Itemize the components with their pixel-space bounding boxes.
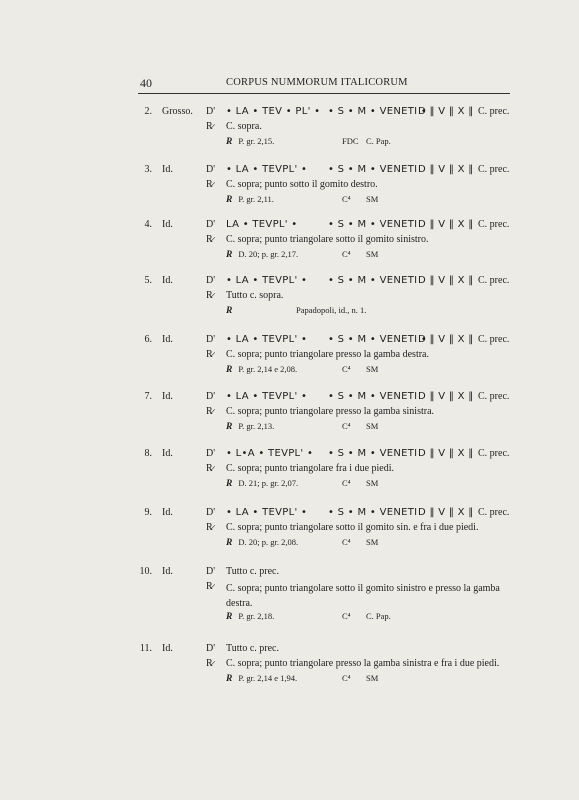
metal-symbol: R: [226, 195, 233, 205]
reverse-mark: R̷: [206, 121, 213, 132]
obverse-legend: [226, 391, 478, 402]
obverse-mark: D': [206, 507, 216, 518]
denomination: Id.: [162, 275, 173, 286]
obverse-mark: D': [206, 448, 216, 459]
weight-data: D. 20; p. gr. 2,17.: [238, 249, 299, 259]
condition-grade: FDC: [342, 136, 359, 146]
legend-part: • L•A • TEVPL' •: [226, 448, 314, 459]
weight-data: P. gr. 2,14 e 2,08.: [238, 364, 298, 374]
collection: SM: [366, 537, 379, 547]
legend-part: • LA • TEVPL' •: [226, 334, 308, 345]
legend-part: • S • M • VENETI •: [328, 334, 428, 345]
reverse-mark: R̷: [206, 179, 213, 190]
metal-symbol: R: [226, 365, 233, 375]
obverse-line: [226, 643, 279, 654]
obverse-mark: D': [206, 566, 216, 577]
metal-symbol: R: [226, 612, 233, 622]
condition-grade: C⁴: [342, 421, 351, 431]
collection: C. Pap.: [366, 136, 391, 146]
weight-data: D. 21; p. gr. 2,07.: [238, 478, 299, 488]
legend-part: • S • M • VENETI •: [328, 106, 428, 117]
catalogue-entry: [0, 507, 579, 550]
obverse-description: Tutto c. prec.: [226, 643, 279, 654]
obverse-mark: D': [206, 275, 216, 286]
reverse-description: C. sopra; punto triangolare sotto il gomito sinistro e presso la gamba destra.: [226, 583, 500, 609]
obverse-legend: [226, 507, 478, 518]
denomination: Id.: [162, 566, 173, 577]
condition-grade: C⁴: [342, 249, 351, 259]
entry-number: 9.: [144, 507, 152, 518]
reverse-mark: R̷: [206, 406, 213, 417]
catalogue-entry: [0, 334, 579, 377]
obverse-note: C. prec.: [478, 106, 510, 117]
entry-number: 5.: [144, 275, 152, 286]
obverse-note: C. prec.: [478, 391, 510, 402]
catalogue-entry: [0, 391, 579, 434]
catalogue-entry: [0, 448, 579, 491]
obverse-line: [226, 391, 509, 402]
running-title: CORPUS NUMMORUM ITALICORUM: [226, 77, 408, 88]
reference-line: [226, 421, 379, 432]
entry-number: 8.: [144, 448, 152, 459]
legend-part: • S • M • VENETI: [328, 164, 418, 175]
weight-data: D. 20; p. gr. 2,08.: [238, 537, 299, 547]
obverse-description: Tutto c. prec.: [226, 566, 279, 577]
legend-part: D ‖ V ‖ X ‖: [418, 448, 474, 459]
weight-data: P. gr. 2,11.: [238, 194, 274, 204]
reference-line: [226, 673, 379, 684]
collection: SM: [366, 673, 379, 683]
legend-part: • S • M • VENETI: [328, 275, 418, 286]
catalogue-entry: [0, 566, 579, 624]
page-number: 40: [140, 76, 152, 90]
collection: SM: [366, 249, 379, 259]
collection: SM: [366, 421, 379, 431]
denomination: Id.: [162, 507, 173, 518]
legend-part: D ‖ V ‖ X ‖: [418, 219, 474, 230]
reverse-mark: R̷: [206, 234, 213, 245]
reverse-description: C. sopra; punto triangolare fra i due piedi.: [226, 463, 395, 474]
condition-grade: C⁴: [342, 611, 351, 621]
reference-line: [226, 478, 379, 489]
entry-number: 7.: [144, 391, 152, 402]
denomination: Id.: [162, 334, 173, 345]
reference-line: [226, 364, 379, 375]
obverse-mark: D': [206, 643, 216, 654]
entry-number: 10.: [139, 566, 152, 577]
obverse-line: [226, 164, 509, 175]
obverse-legend: [226, 448, 478, 459]
obverse-legend: [226, 106, 478, 117]
collection: SM: [366, 364, 379, 374]
obverse-mark: D': [206, 164, 216, 175]
entry-number: 4.: [144, 219, 152, 230]
running-header: [140, 76, 508, 90]
legend-part: D ‖ V ‖ X ‖: [418, 507, 474, 518]
obverse-note: C. prec.: [478, 275, 510, 286]
catalogue-entry: [0, 219, 579, 262]
entry-number: 3.: [144, 164, 152, 175]
denomination: Id.: [162, 643, 173, 654]
obverse-mark: D': [206, 219, 216, 230]
obverse-line: [226, 507, 509, 518]
obverse-legend: [226, 164, 478, 175]
catalogue-entry: [0, 106, 579, 149]
collection: C. Pap.: [366, 611, 391, 621]
legend-part: D ‖ V ‖ X ‖: [418, 164, 474, 175]
metal-symbol: R: [226, 422, 233, 432]
catalogue-entry: [0, 643, 579, 686]
reverse-description: Tutto c. sopra.: [226, 290, 284, 301]
reference-line: [226, 537, 379, 548]
reverse-mark: R̷: [206, 658, 213, 669]
metal-symbol: R: [226, 306, 233, 316]
obverse-line: [226, 219, 509, 230]
condition-grade: C⁴: [342, 478, 351, 488]
condition-grade: C⁴: [342, 194, 351, 204]
legend-part: • LA • TEVPL' •: [226, 391, 308, 402]
denomination: Id.: [162, 219, 173, 230]
denomination: Id.: [162, 164, 173, 175]
reverse-description: C. sopra; punto triangolare presso la gamba sinistra.: [226, 406, 435, 417]
legend-part: D ‖ V ‖ X ‖: [418, 334, 474, 345]
reverse-description: C. sopra; punto triangolare sotto il gomito sin. e fra i due piedi.: [226, 522, 479, 533]
obverse-mark: D': [206, 106, 216, 117]
reverse-description: C. sopra; punto sotto il gomito destro.: [226, 179, 378, 190]
collection: Papadopoli, id., n. 1.: [296, 305, 367, 315]
weight-data: P. gr. 2,13.: [238, 421, 275, 431]
metal-symbol: R: [226, 538, 233, 548]
entry-number: 11.: [139, 643, 152, 654]
obverse-note: C. prec.: [478, 219, 510, 230]
obverse-legend: [226, 334, 478, 345]
legend-part: • S • M • VENETI: [328, 507, 418, 518]
reference-line: [226, 611, 391, 622]
obverse-line: [226, 275, 509, 286]
obverse-line: [226, 106, 509, 117]
reverse-description: C. sopra.: [226, 121, 262, 132]
obverse-legend: [226, 275, 478, 286]
catalogue-entry: [0, 275, 579, 318]
obverse-legend: [226, 219, 478, 230]
weight-data: P. gr. 2,15.: [238, 136, 275, 146]
obverse-note: C. prec.: [478, 507, 510, 518]
condition-grade: C⁴: [342, 537, 351, 547]
obverse-line: [226, 566, 279, 577]
header-rule: [138, 93, 510, 94]
obverse-line: [226, 448, 509, 459]
obverse-line: [226, 334, 509, 345]
reference-line: [226, 305, 367, 316]
reverse-description: C. sopra; punto triangolare presso la gamba destra.: [226, 349, 429, 360]
condition-grade: C⁴: [342, 364, 351, 374]
reverse-mark: R̷: [206, 463, 213, 474]
metal-symbol: R: [226, 674, 233, 684]
obverse-note: C. prec.: [478, 448, 510, 459]
entry-number: 6.: [144, 334, 152, 345]
catalogue-entry: [0, 164, 579, 207]
reference-line: [226, 136, 391, 147]
denomination: Grosso.: [162, 106, 193, 117]
legend-part: D ‖ V ‖ X ‖: [418, 275, 474, 286]
reference-line: [226, 194, 379, 205]
legend-part: LA • TEVPL' •: [226, 219, 298, 230]
legend-part: • S • M • VENETI: [328, 391, 418, 402]
legend-part: D ‖ V ‖ X ‖: [418, 391, 474, 402]
collection: SM: [366, 194, 379, 204]
entry-number: 2.: [144, 106, 152, 117]
reverse-description: C. sopra; punto triangolare sotto il gomito sinistro.: [226, 234, 429, 245]
obverse-mark: D': [206, 334, 216, 345]
reverse-mark: R̷: [206, 522, 213, 533]
legend-part: • LA • TEVPL' •: [226, 164, 308, 175]
legend-part: • S • M • VENETI: [328, 219, 418, 230]
obverse-note: C. prec.: [478, 334, 510, 345]
legend-part: • S • M • VENETI: [328, 448, 418, 459]
denomination: Id.: [162, 448, 173, 459]
weight-data: P. gr. 2,14 e 1,94.: [238, 673, 298, 683]
reverse-mark: R̷: [206, 349, 213, 360]
obverse-mark: D': [206, 391, 216, 402]
denomination: Id.: [162, 391, 173, 402]
condition-grade: C⁴: [342, 673, 351, 683]
metal-symbol: R: [226, 137, 233, 147]
reverse-description: C. sopra; punto triangolare presso la gamba sinistra e fra i due piedi.: [226, 658, 500, 669]
legend-part: • LA • TEVPL' •: [226, 275, 308, 286]
weight-data: P. gr. 2,18.: [238, 611, 275, 621]
obverse-note: C. prec.: [478, 164, 510, 175]
legend-part: • LA • TEV • PL' •: [226, 106, 321, 117]
legend-part: • LA • TEVPL' •: [226, 507, 308, 518]
reverse-mark: R̷: [206, 581, 213, 592]
collection: SM: [366, 478, 379, 488]
metal-symbol: R: [226, 250, 233, 260]
legend-part: D ‖ V ‖ X ‖: [418, 106, 474, 117]
reverse-mark: R̷: [206, 290, 213, 301]
metal-symbol: R: [226, 479, 233, 489]
reference-line: [226, 249, 379, 260]
